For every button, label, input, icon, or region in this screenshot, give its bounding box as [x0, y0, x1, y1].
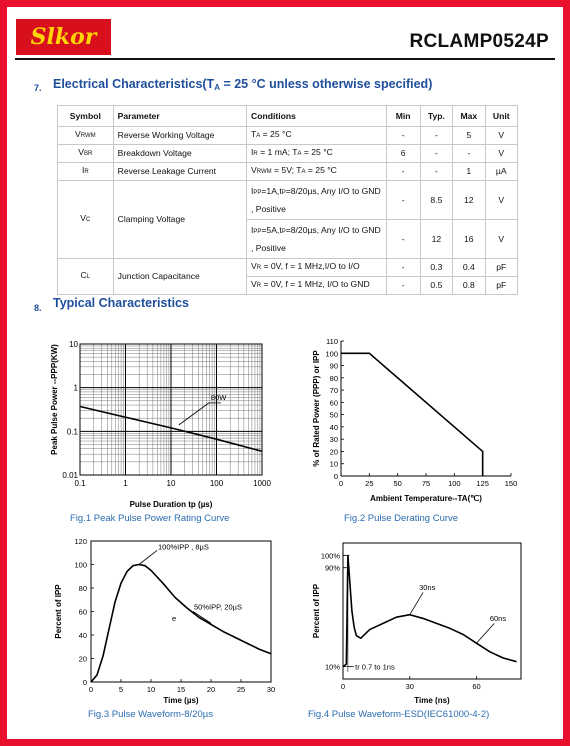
- y-tick-label: 100: [74, 560, 87, 570]
- unit-cell: pF: [485, 277, 517, 295]
- table-row: [58, 145, 518, 163]
- conditions-cell: IR = 1 mA; TA = 25 °C: [247, 145, 387, 163]
- max-cell: -: [453, 145, 485, 163]
- column-header: Unit: [485, 106, 517, 127]
- series-line: [343, 555, 517, 666]
- typ-cell: 8.5: [420, 181, 452, 220]
- conditions-cell: IPP=5A,tP=8/20µs, Any I/O to GND , Positive: [247, 220, 387, 259]
- y-tick-label: 120: [74, 537, 87, 546]
- y-tick-label: 50: [329, 410, 338, 420]
- parameter-cell: Reverse Leakage Current: [113, 163, 246, 181]
- y-tick-label: 40: [78, 631, 87, 640]
- table-row: [58, 163, 518, 181]
- y-tick-label: 90: [329, 361, 338, 371]
- column-header: Symbol: [58, 106, 114, 127]
- y-tick-label: 60: [78, 607, 87, 617]
- min-cell: -: [386, 181, 420, 220]
- max-cell: 12: [453, 181, 485, 220]
- annotation-e: e: [172, 613, 177, 623]
- symbol-cell: CL: [58, 259, 114, 295]
- annotation-peak: 100%IPP , 8µS: [158, 542, 209, 552]
- x-tick-label: 0.1: [74, 479, 86, 488]
- fig2-caption: Fig.2 Pulse Derating Curve: [344, 513, 459, 524]
- y-tick-label: 80: [78, 584, 87, 593]
- y-axis-label: Peak Pulse Power --PPP(KW): [50, 344, 59, 455]
- table-row: [58, 259, 518, 277]
- y-tick-label: 100: [325, 349, 338, 359]
- x-tick-label: 100: [448, 479, 461, 488]
- series-line: [341, 353, 483, 476]
- parameter-cell: Reverse Working Voltage: [113, 127, 246, 145]
- x-tick-label: 5: [118, 685, 124, 694]
- x-tick-label: 25: [236, 685, 246, 694]
- x-tick-label: 125: [476, 479, 489, 488]
- conditions-cell: VRWM = 5V; TA = 25 °C: [247, 163, 387, 181]
- typ-cell: -: [420, 145, 452, 163]
- y-tick-label: 1: [73, 383, 78, 393]
- table-row: [58, 181, 518, 220]
- x-tick-label: 0: [88, 685, 94, 694]
- y-tick-label: 0.1: [66, 427, 78, 437]
- symbol-cell: VC: [58, 181, 114, 259]
- x-axis-label: Time (µs): [163, 696, 199, 705]
- x-tick-label: 1: [123, 479, 128, 488]
- symbol-cell: VRWM: [58, 127, 114, 145]
- conditions-cell: VR = 0V, f = 1 MHz,I/O to I/O: [247, 259, 387, 277]
- min-cell: 6: [386, 145, 420, 163]
- fig3-caption: Fig.3 Pulse Waveform-8/20µs: [88, 709, 213, 720]
- annotation-leader: [139, 550, 157, 564]
- x-tick-label: 10: [146, 685, 156, 694]
- parameter-cell: Junction Capacitance: [113, 259, 246, 295]
- annotation-leader: [179, 403, 209, 425]
- column-header: Min: [386, 106, 420, 127]
- fig3-pulse-waveform-8-20-chart: [47, 533, 283, 705]
- conditions-cell: IPP=1A,tP=8/20µs, Any I/O to GND , Positive: [247, 181, 387, 220]
- x-tick-label: 10: [166, 479, 176, 488]
- x-tick-label: 150: [504, 479, 518, 488]
- x-axis-label: Pulse Duration tp (µs): [129, 500, 213, 509]
- y-tick-label: 0: [82, 678, 87, 687]
- annotation-rise-time: tr 0.7 to 1ns: [355, 662, 395, 672]
- min-cell: -: [386, 163, 420, 181]
- y-tick-label: 10: [69, 340, 78, 349]
- annotation-half: 50%IPP, 20µS: [194, 602, 242, 612]
- typ-cell: -: [420, 163, 452, 181]
- logo-text: Slkor: [30, 24, 97, 50]
- electrical-characteristics-table: [57, 105, 518, 295]
- fig2-pulse-derating-chart: [303, 331, 523, 507]
- x-tick-label: 1000: [253, 479, 271, 488]
- min-cell: -: [386, 259, 420, 277]
- section-7-number: 7.: [34, 83, 42, 93]
- y-tick-label: 10: [329, 459, 338, 469]
- typ-cell: 12: [420, 220, 452, 259]
- column-header: Max: [453, 106, 485, 127]
- y-tick-label: 60: [329, 398, 338, 408]
- annotation-30ns: 30ns: [419, 582, 436, 592]
- min-cell: -: [386, 127, 420, 145]
- y-tick-label: 20: [329, 447, 338, 457]
- annotation-leader: [477, 623, 495, 643]
- max-cell: 0.4: [453, 259, 485, 277]
- unit-cell: V: [485, 127, 517, 145]
- y-tick-label: 10%: [324, 662, 340, 672]
- typ-cell: 0.5: [420, 277, 452, 295]
- y-tick-label: 110: [326, 337, 338, 346]
- section-8-title: Typical Characteristics: [53, 296, 189, 310]
- y-tick-label: 100%: [320, 551, 340, 561]
- unit-cell: V: [485, 145, 517, 163]
- series-line: [91, 565, 271, 683]
- column-header: Conditions: [247, 106, 387, 127]
- part-number: RCLAMP0524P: [409, 31, 549, 52]
- unit-cell: V: [485, 181, 517, 220]
- datasheet-page: [7, 7, 563, 739]
- max-cell: 5: [453, 127, 485, 145]
- typ-cell: -: [420, 127, 452, 145]
- fig4-caption: Fig.4 Pulse Waveform-ESD(IEC61000-4-2): [308, 709, 490, 720]
- table-row: [58, 127, 518, 145]
- x-tick-label: 15: [176, 685, 186, 694]
- max-cell: 1: [453, 163, 485, 181]
- y-tick-label: 40: [329, 422, 338, 432]
- x-tick-label: 30: [405, 682, 414, 691]
- fig1-peak-pulse-power-chart: [47, 339, 277, 511]
- brand-logo: [16, 19, 111, 55]
- y-tick-label: 30: [329, 435, 338, 445]
- x-tick-label: 100: [209, 479, 224, 488]
- plot-frame: [343, 543, 521, 679]
- unit-cell: µA: [485, 163, 517, 181]
- annotation-80w: 80W: [210, 392, 227, 402]
- unit-cell: pF: [485, 259, 517, 277]
- parameter-cell: Clamping Voltage: [113, 181, 246, 259]
- conditions-cell: TA = 25 °C: [247, 127, 387, 145]
- column-header: Parameter: [113, 106, 246, 127]
- fig4-esd-waveform-chart: [303, 535, 525, 705]
- x-tick-label: 0: [340, 682, 346, 691]
- section-8-number: 8.: [34, 303, 42, 313]
- table-header-row: [58, 106, 518, 127]
- y-axis-label: Percent of IPP: [54, 584, 63, 639]
- y-tick-label: 20: [78, 654, 87, 664]
- section-7-title: Electrical $Characteristics(T_A = 25$ °C unless otherwise specified): [53, 77, 433, 92]
- header-divider: [15, 58, 555, 60]
- x-tick-label: 0: [338, 479, 344, 488]
- x-axis-label: Time (ns): [414, 696, 450, 705]
- x-tick-label: 20: [206, 685, 216, 694]
- y-tick-label: 90%: [324, 563, 340, 573]
- typ-cell: 0.3: [420, 259, 452, 277]
- annotation-60ns: 60ns: [489, 613, 507, 623]
- min-cell: -: [386, 220, 420, 259]
- fig1-caption: Fig.1 Peak Pulse Power Rating Curve: [70, 513, 230, 524]
- y-tick-label: 70: [329, 386, 338, 396]
- parameter-cell: Breakdown Voltage: [113, 145, 246, 163]
- x-tick-label: 30: [266, 685, 276, 694]
- y-axis-label: % of Rated Power (PPP) or IPP: [312, 350, 321, 467]
- symbol-cell: IR: [58, 163, 114, 181]
- x-tick-label: 75: [421, 479, 431, 488]
- min-cell: -: [386, 277, 420, 295]
- y-tick-label: 0: [333, 472, 338, 481]
- x-axis-label: Ambient Temperature--TA(℃): [370, 494, 482, 503]
- y-tick-label: 0.01: [62, 471, 78, 480]
- y-axis-label: Percent of IPP: [312, 583, 321, 639]
- x-tick-label: 60: [472, 682, 481, 691]
- max-cell: 0.8: [453, 277, 485, 295]
- unit-cell: V: [485, 220, 517, 259]
- column-header: Typ.: [420, 106, 452, 127]
- annotation-leader: [410, 592, 423, 614]
- x-tick-label: 25: [365, 479, 374, 488]
- conditions-cell: VR = 0V, f = 1 MHz, I/O to GND: [247, 277, 387, 295]
- x-tick-label: 50: [393, 479, 402, 488]
- symbol-cell: VBR: [58, 145, 114, 163]
- max-cell: 16: [453, 220, 485, 259]
- y-tick-label: 80: [329, 373, 338, 383]
- annotation-leader: [193, 612, 211, 624]
- plot-frame: [91, 541, 271, 682]
